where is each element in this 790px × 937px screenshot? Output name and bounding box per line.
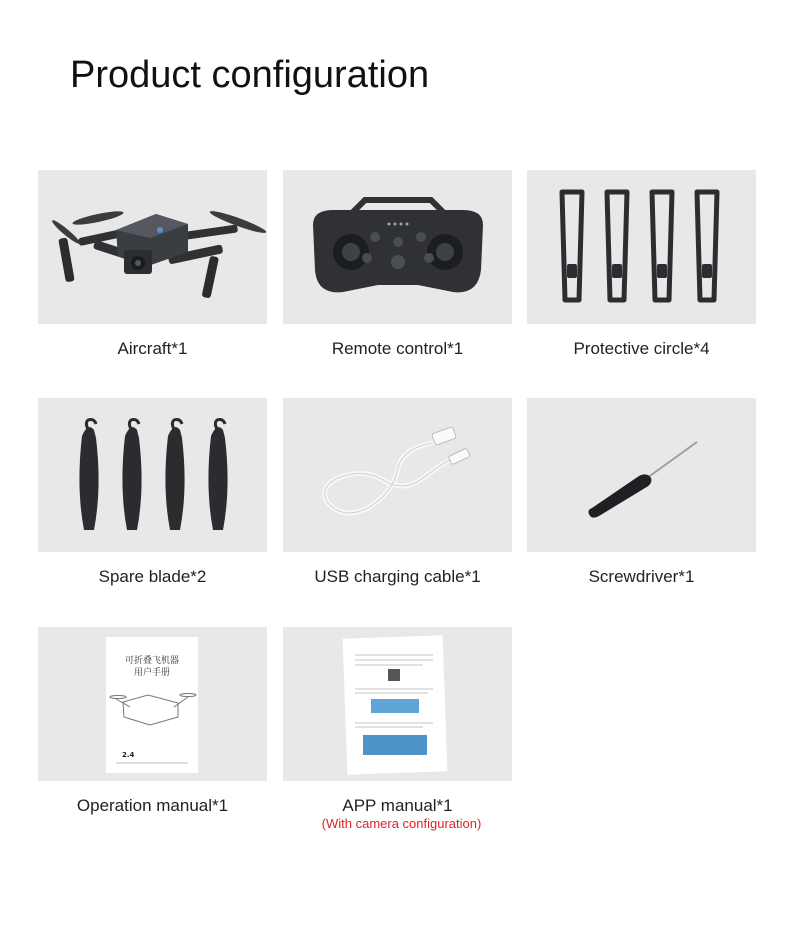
item-label-aircraft: Aircraft*1: [117, 339, 188, 358]
drone-icon: [38, 170, 267, 324]
usb-cable-icon: [283, 398, 512, 552]
propeller-blade-icon: [38, 398, 267, 552]
propeller-guard-icon: [527, 170, 756, 324]
screwdriver-icon: [527, 398, 756, 552]
product-card-operation-manual: [38, 627, 267, 781]
app-manual-sheet-icon: [283, 627, 512, 781]
page-title: Product configuration: [70, 54, 430, 96]
product-card-spare-blade: [38, 398, 267, 552]
item-sublabel-app-manual: (With camera configuration): [321, 816, 482, 831]
manual-badge: 2.4: [122, 751, 135, 759]
product-card-protective-circle: [527, 170, 756, 324]
manual-booklet-icon: [38, 627, 267, 781]
product-card-app-manual: [283, 627, 512, 781]
item-label-app-manual: APP manual*1: [342, 796, 453, 815]
remote-control-icon: [283, 170, 512, 324]
item-label-remote-control: Remote control*1: [331, 339, 464, 358]
product-card-usb-cable: [283, 398, 512, 552]
item-label-protective-circle: Protective circle*4: [573, 339, 710, 358]
product-card-remote-control: [283, 170, 512, 324]
item-label-usb-cable: USB charging cable*1: [314, 567, 481, 586]
item-label-operation-manual: Operation manual*1: [76, 796, 229, 815]
product-card-screwdriver: [527, 398, 756, 552]
item-label-spare-blade: Spare blade*2: [98, 567, 207, 586]
manual-title-line2: 用户手册: [133, 668, 171, 678]
product-card-aircraft: [38, 170, 267, 324]
item-label-screwdriver: Screwdriver*1: [588, 567, 695, 586]
manual-title-line1: 可折叠飞机器: [124, 656, 180, 666]
